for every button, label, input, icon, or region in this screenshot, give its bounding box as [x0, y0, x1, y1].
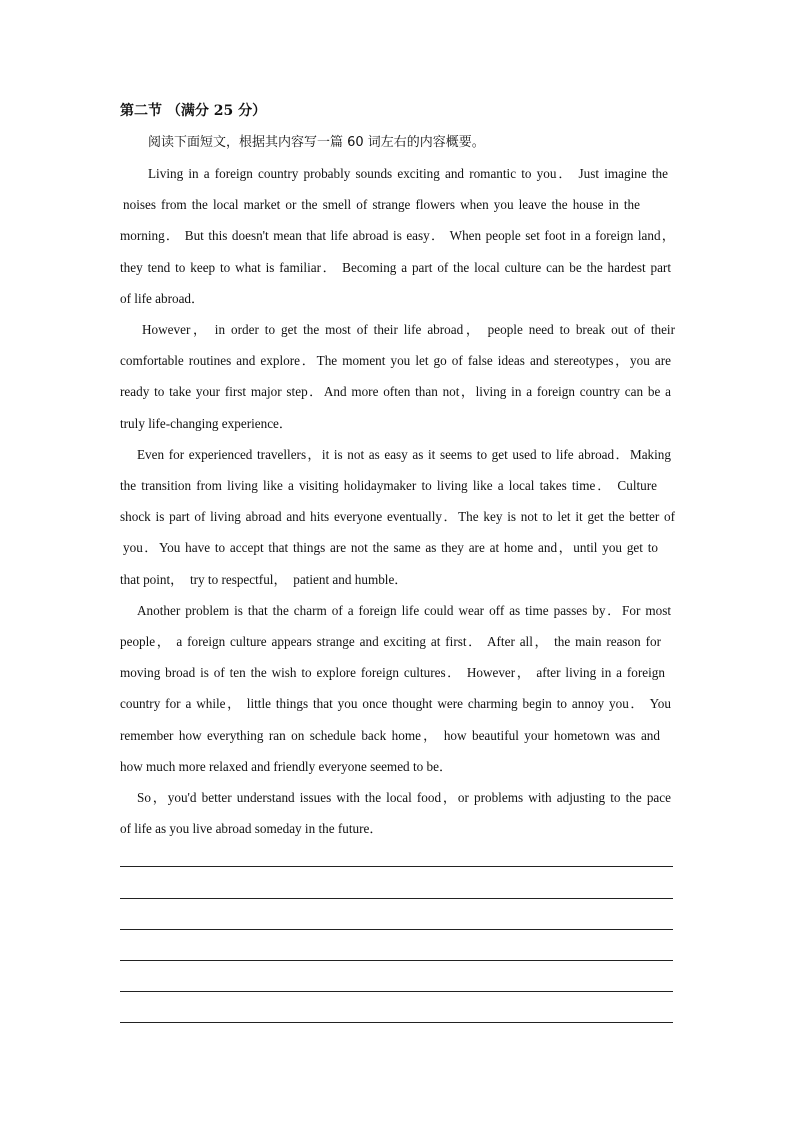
answer-line[interactable]: [120, 991, 673, 992]
passage-line: shock is part of living abroad and hits everyone eventually．The key is not to let it get the better of: [120, 509, 675, 524]
answer-line[interactable]: [120, 898, 673, 899]
answer-line[interactable]: [120, 960, 673, 961]
section-title: 第二节 （满分 25 分）: [120, 103, 267, 119]
passage-line: remember how everything ran on schedule back home， how beautiful your hometown was and: [120, 728, 660, 743]
passage-line: However， in order to get the most of their life abroad， people need to break out of their: [142, 322, 675, 337]
passage-line: moving broad is of ten the wish to explore foreign cultures． However， after living in a foreign: [120, 665, 665, 680]
answer-line[interactable]: [120, 866, 673, 867]
instruction-text: 阅读下面短文，根据其内容写一篇 60 词左右的内容概要。: [148, 135, 485, 150]
passage-line: truly life-changing experience．: [120, 416, 293, 431]
passage-line: that point， try to respectful， patient and humble．: [120, 572, 408, 587]
passage-line: ready to take your first major step．And more often than not，living in a foreign country can be a: [120, 384, 671, 399]
passage-line: how much more relaxed and friendly everyone seemed to be．: [120, 759, 453, 774]
passage-line: you．You have to accept that things are not the same as they are at home and，until you get to: [123, 540, 658, 555]
passage-line: they tend to keep to what is familiar． Becoming a part of the local culture can be the hardest part: [120, 260, 671, 275]
passage-line: the transition from living like a visiting holidaymaker to living like a local takes time． Culture: [120, 478, 657, 493]
passage-line: morning． But this doesn't mean that life abroad is easy． When people set foot in a foreign land，: [120, 228, 675, 243]
passage-line: Another problem is that the charm of a foreign life could wear off as time passes by．For most: [137, 603, 671, 618]
passage-line: of life as you live abroad someday in the future．: [120, 821, 383, 836]
passage-line: So，you'd better understand issues with the local food，or problems with adjusting to the pace: [137, 790, 671, 805]
passage-line: country for a while， little things that you once thought were charming begin to annoy you． You: [120, 696, 671, 711]
passage-line: noises from the local market or the smell of strange flowers when you leave the house in the: [123, 197, 640, 212]
passage-line: comfortable routines and explore．The moment you let go of false ideas and stereotypes，you are: [120, 353, 671, 368]
answer-line[interactable]: [120, 1022, 673, 1023]
answer-line[interactable]: [120, 929, 673, 930]
passage-line: people， a foreign culture appears strange and exciting at first． After all， the main reason for: [120, 634, 661, 649]
passage-line: Living in a foreign country probably sounds exciting and romantic to you． Just imagine the: [148, 166, 668, 181]
passage-line: of life abroad．: [120, 291, 205, 306]
passage-line: Even for experienced travellers，it is not as easy as it seems to get used to life abroad．Making: [137, 447, 671, 462]
